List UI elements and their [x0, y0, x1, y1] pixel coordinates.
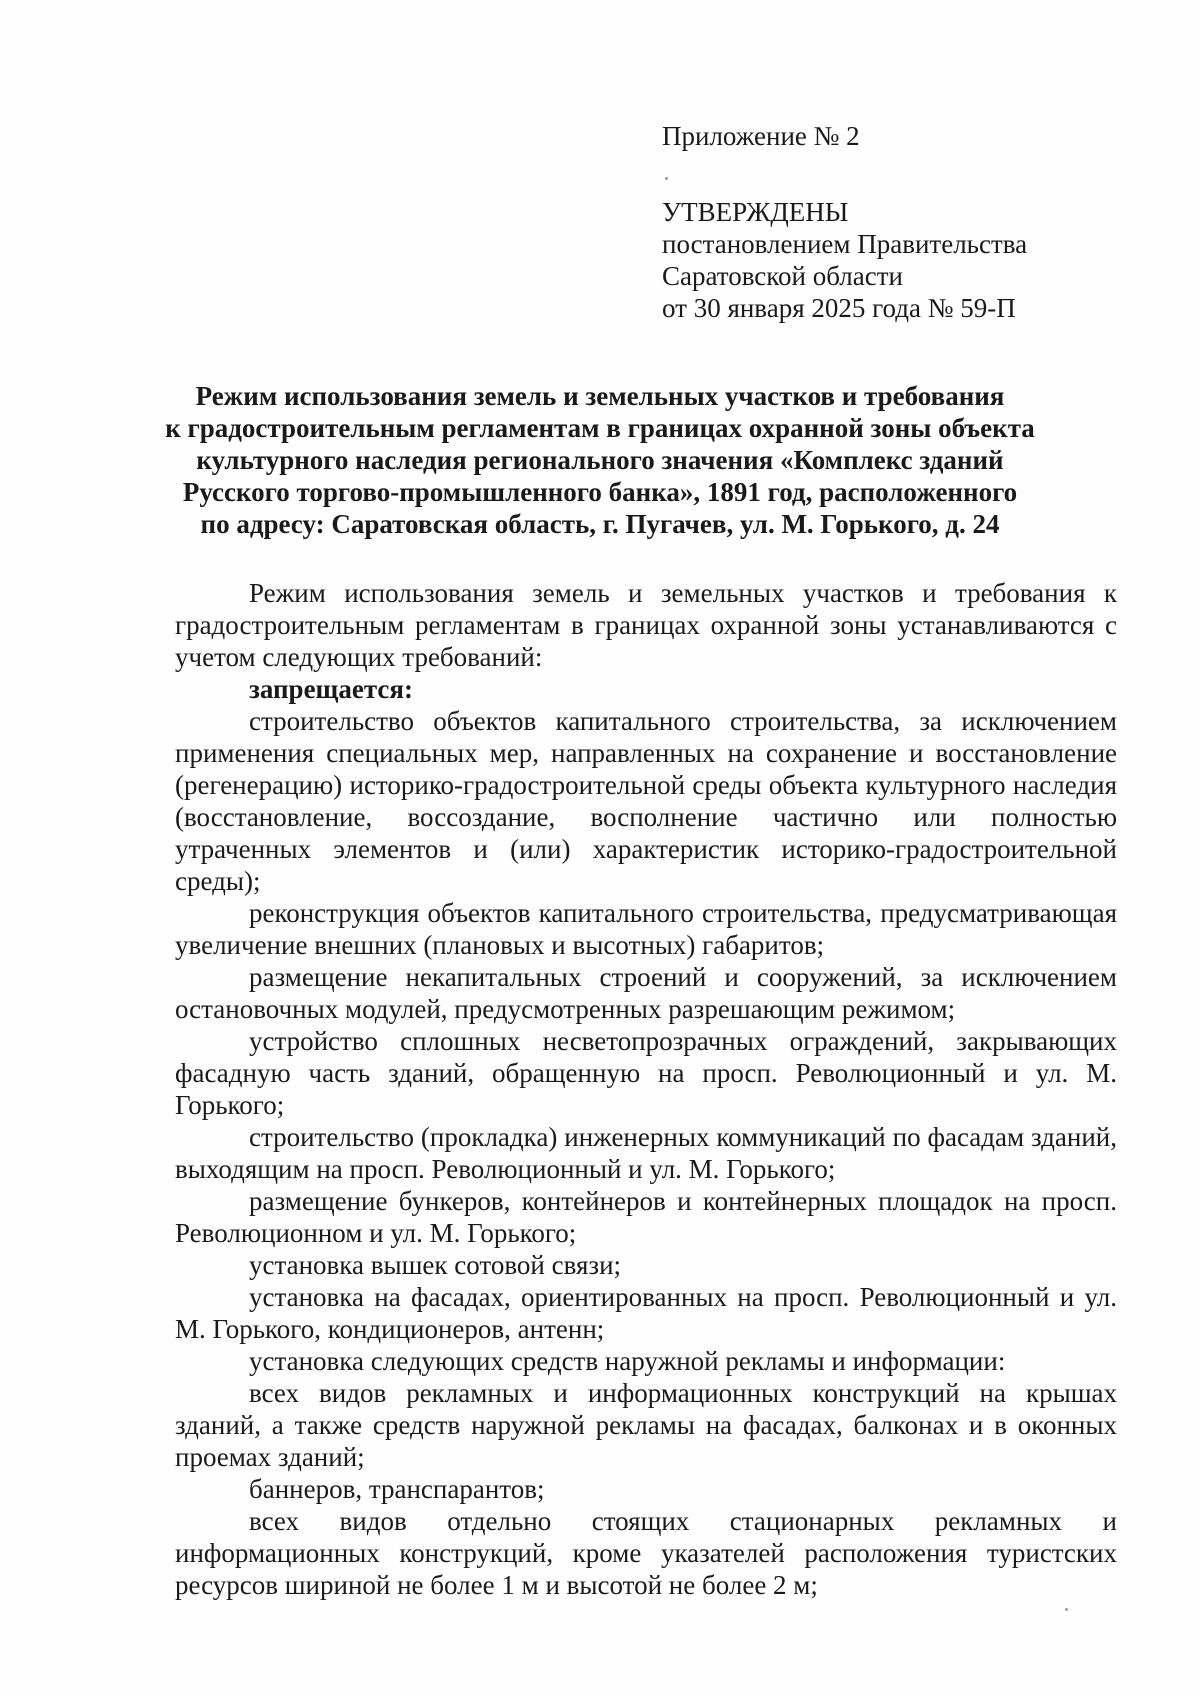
- title-line: к градостроительным регламентам в границах охранной зоны объекта: [165, 413, 1035, 443]
- list-item: установка вышек сотовой связи;: [249, 1250, 622, 1280]
- approved-date-line: от 30 января 2025 года № 59-П: [662, 293, 1016, 323]
- list-item: реконструкция объектов капитального строительства, предусматривающая увеличение внешних (плановых и высотных) габаритов;: [175, 898, 1117, 960]
- list-item: установка на фасадах, ориентированных на просп. Революционный и ул. М. Горького, кондиционеров, антенн;: [175, 1282, 1117, 1344]
- list-item: всех видов рекламных и информационных конструкций на крышах зданий, а также средств наружной рекламы на фасадах, балконах и в оконных проемах зданий;: [175, 1378, 1117, 1472]
- list-item: строительство объектов капитального строительства, за исключением применения специальных мер, направленных на сохранение и восстановление (регенерацию) историко-градостроительной среды объекта культурного наследия (восстановление, воссоздание, восполнение частично или полностью утраченных элементов и (или) характеристик историко-градостроительной среды);: [175, 706, 1117, 896]
- scan-speck: [1065, 1608, 1068, 1611]
- document-title: [150, 380, 1050, 540]
- document-body: [175, 577, 1117, 1601]
- title-line: Русского торгово-промышленного банка», 1891 год, расположенного: [182, 477, 1018, 507]
- title-line: Режим использования земель и земельных участков и требования: [195, 381, 1005, 411]
- list-item: устройство сплошных несветопрозрачных ограждений, закрывающих фасадную часть зданий, обращенную на просп. Революционный и ул. М. Горького;: [175, 1026, 1117, 1120]
- approved-region-line: Саратовской области: [662, 261, 903, 291]
- list-item: баннеров, транспарантов;: [249, 1474, 545, 1504]
- title-line: культурного наследия регионального значения «Комплекс зданий: [196, 445, 1004, 475]
- approved-heading: УТВЕРЖДЕНЫ: [662, 197, 849, 227]
- appendix-number: Приложение № 2: [662, 121, 860, 151]
- list-item: строительство (прокладка) инженерных коммуникаций по фасадам зданий, выходящим на просп. Революционный и ул. М. Горького;: [175, 1122, 1117, 1184]
- title-line: по адресу: Саратовская область, г. Пугачев, ул. М. Горького, д. 24: [200, 509, 1000, 539]
- prohibited-heading: запрещается:: [249, 674, 414, 704]
- list-item: установка следующих средств наружной рекламы и информации:: [249, 1346, 1006, 1376]
- intro-paragraph: Режим использования земель и земельных участков и требования к градостроительным регламентам в границах охранной зоны устанавливаются с учетом следующих требований:: [175, 578, 1117, 672]
- list-item: всех видов отдельно стоящих стационарных рекламных и информационных конструкций, кроме указателей расположения туристских ресурсов шириной не более 1 м и высотой не более 2 м;: [175, 1506, 1117, 1600]
- list-item: размещение некапитальных строений и сооружений, за исключением остановочных модулей, предусмотренных разрешающим режимом;: [175, 962, 1117, 1024]
- appendix-block: [662, 120, 1142, 324]
- scan-speck: [665, 177, 668, 180]
- list-item: размещение бункеров, контейнеров и контейнерных площадок на просп. Революционном и ул. М. Горького;: [175, 1186, 1117, 1248]
- approved-by-line: постановлением Правительства: [662, 229, 1028, 259]
